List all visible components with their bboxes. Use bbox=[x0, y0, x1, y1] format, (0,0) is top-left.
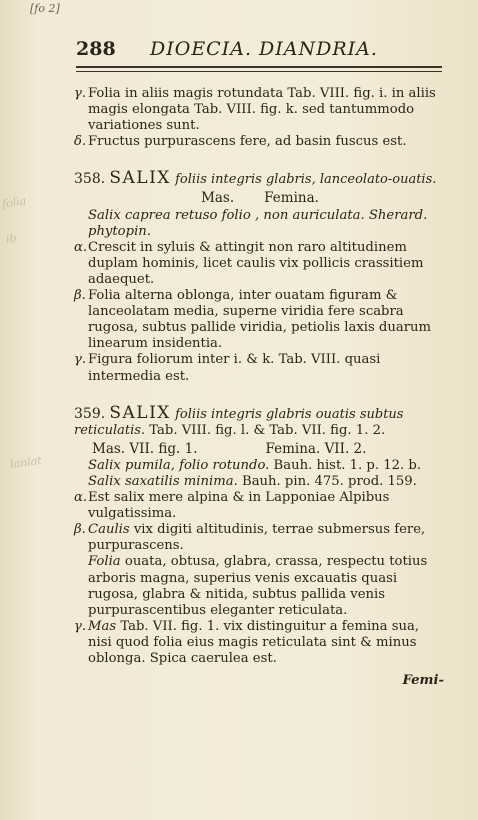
entry-359-heading bbox=[74, 402, 446, 439]
catchword: Femi- bbox=[402, 673, 444, 689]
page-body bbox=[74, 86, 446, 689]
paragraph-text: Est salix mere alpina & in Lapponiae Alpibus vulgatissima. bbox=[88, 490, 390, 522]
mas-label: Mas. VII. fig. 1. bbox=[92, 440, 198, 457]
entry-number: 359. bbox=[74, 405, 106, 422]
plate-reference: Tab. VIII. fig. l. & Tab. VII. fig. 1. 2. bbox=[149, 422, 386, 438]
margin-note: ib bbox=[5, 231, 18, 246]
paragraph-alpha bbox=[74, 490, 446, 522]
entry-358-heading bbox=[74, 170, 446, 188]
synonym: Salix caprea retuso folio , non auriculata. Sherard. phytopin. bbox=[88, 207, 428, 239]
corner-annotation: [fo 2] bbox=[30, 2, 60, 15]
paragraph-text: Fructus purpurascens fere, ad basin fuscus est. bbox=[88, 134, 407, 150]
paragraph-folia bbox=[74, 554, 446, 618]
margin-note: lanlat bbox=[9, 453, 43, 472]
paragraph-text: vix digiti altitudinis, terrae submersus fere, purpurascens. bbox=[88, 522, 426, 554]
entry-genus: SALIX bbox=[109, 402, 171, 423]
paragraph-marker: β. bbox=[74, 522, 86, 538]
paragraph-text: Folia in aliis magis rotundata Tab. VIII. fig. i. in aliis magis elongata Tab. VIII. fig. k. sed tantummodo variationes sunt. bbox=[88, 86, 436, 134]
page-number: 288 bbox=[76, 38, 116, 60]
paragraph-beta bbox=[74, 288, 446, 352]
paragraph-text: ouata, obtusa, glabra, crassa, respectu totius arboris magna, superius venis excauatis quasi rugosa, glabra & nitida, subtus pallida venis purpurascentibus eleganter reticulata. bbox=[88, 554, 428, 618]
running-title: DIOECIA. DIANDRIA. bbox=[150, 38, 378, 60]
paragraph-marker: γ. bbox=[74, 352, 87, 368]
synonym: Salix pumila, folio rotundo. Bauh. hist. 1. p. 12. b. bbox=[88, 457, 422, 473]
entry-diagnosis: foliis integris glabris, lanceolato-ouatis. bbox=[175, 172, 437, 188]
paragraph-marker: γ. bbox=[74, 618, 87, 634]
paragraph-marker: α. bbox=[74, 239, 88, 255]
term-label: Folia bbox=[88, 554, 121, 570]
entry-number: 358. bbox=[74, 171, 106, 188]
sex-labels bbox=[92, 441, 446, 457]
paragraph-text: Folia alterna oblonga, inter ouatam figuram & lanceolatam media, superne viridia fere scabra rugosa, subtus pallide viridia, petiolis laxis duarum linearum insidentia. bbox=[88, 288, 432, 352]
femina-label: Femina. bbox=[264, 190, 319, 207]
paragraph-beta bbox=[74, 522, 446, 554]
header-rule bbox=[76, 66, 442, 72]
paragraph-gamma bbox=[74, 86, 446, 134]
paragraph-gamma bbox=[74, 619, 446, 667]
paragraph-text: Tab. VII. fig. 1. vix distinguitur a femina sua, nisi quod folia eius magis reticulata sint & minus oblonga. Spica caerulea est. bbox=[88, 618, 420, 666]
entry-genus: SALIX bbox=[109, 168, 171, 189]
paragraph-text: Crescit in syluis & attingit non raro altitudinem duplam hominis, licet caulis vix pollicis crassitiem adaequet. bbox=[88, 239, 424, 287]
paragraph-marker: β. bbox=[74, 288, 86, 304]
paragraph-marker: δ. bbox=[74, 134, 87, 150]
page-header bbox=[76, 38, 446, 66]
sex-labels bbox=[74, 190, 446, 206]
paragraph-delta bbox=[74, 134, 446, 150]
term-label: Mas bbox=[88, 618, 117, 634]
synonym: Salix saxatilis minima. Bauh. pin. 475. prod. 159. bbox=[88, 473, 417, 489]
paragraph-marker: γ. bbox=[74, 86, 87, 101]
mas-label: Mas. bbox=[201, 190, 235, 207]
entry-diagnosis: foliis integris glabris ouatis subtus reticulatis. bbox=[74, 406, 404, 438]
paragraph-text: Figura foliorum inter i. & k. Tab. VIII. quasi intermedia est. bbox=[88, 352, 381, 384]
paragraph-marker: α. bbox=[74, 490, 88, 506]
femina-label: Femina. VII. 2. bbox=[265, 440, 367, 457]
term-label: Caulis bbox=[88, 522, 130, 538]
paragraph-gamma bbox=[74, 352, 446, 384]
margin-note: folia bbox=[1, 194, 28, 211]
paragraph-alpha bbox=[74, 240, 446, 288]
